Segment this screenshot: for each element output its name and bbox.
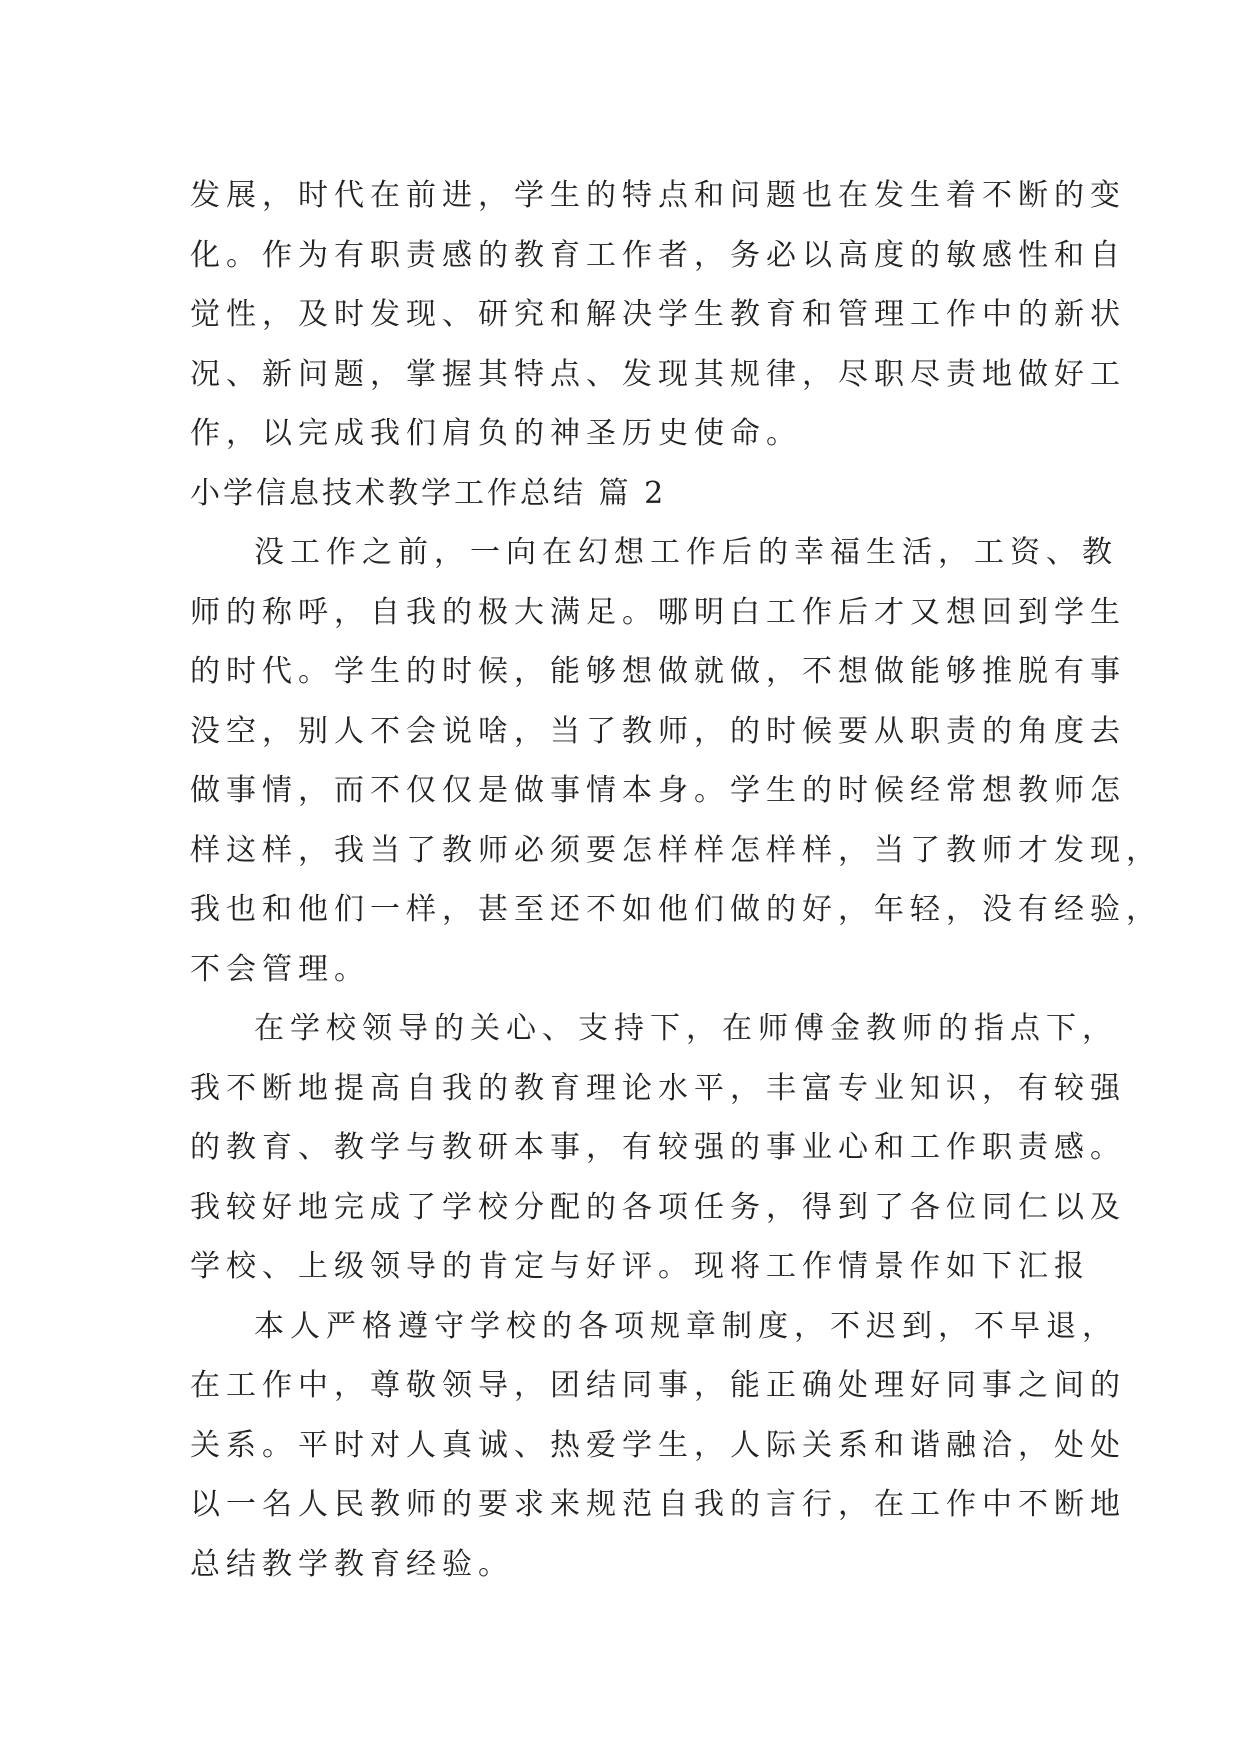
text-line: 我不断地提高自我的教育理论水平，丰富专业知识，有较强 [190, 1070, 1126, 1106]
document-body [190, 166, 1162, 1594]
text-line: 做事情，而不仅仅是做事情本身。学生的时候经常想教师怎 [190, 773, 1126, 808]
text-line: 我也和他们一样，甚至还不如他们做的好，年轻，没有经验， [190, 892, 1162, 927]
text-line: 的时代。学生的时候，能够想做就做，不想做能够推脱有事 [190, 654, 1126, 689]
text-line: 我较好地完成了学校分配的各项任务，得到了各位同仁以及 [190, 1189, 1126, 1225]
text-line: 发展，时代在前进，学生的特点和问题也在发生着不断的变 [190, 178, 1126, 213]
text-line: 学校、上级领导的肯定与好评。现将工作情景作如下汇报 [190, 1249, 1090, 1284]
text-line: 没空，别人不会说啥，当了教师，的时候要从职责的角度去 [190, 713, 1126, 749]
text-line: 在学校领导的关心、支持下，在师傅金教师的指点下， [254, 1011, 1118, 1046]
text-line: 不会管理。 [190, 951, 370, 987]
text-line: 师的称呼，自我的极大满足。哪明白工作后才又想回到学生 [190, 594, 1126, 630]
text-line: 本人严格遵守学校的各项规章制度，不迟到，不早退， [254, 1308, 1118, 1344]
text-line: 觉性，及时发现、研究和解决学生教育和管理工作中的新状 [190, 297, 1126, 332]
text-line: 在工作中，尊敬领导，团结同事，能正确处理好同事之间的 [190, 1368, 1126, 1403]
text-line: 总结教学教育经验。 [190, 1546, 514, 1582]
text-line: 况、新问题，掌握其特点、发现其规律，尽职尽责地做好工 [190, 356, 1126, 392]
text-line: 的教育、教学与教研本事，有较强的事业心和工作职责感。 [190, 1130, 1126, 1165]
text-line: 没工作之前，一向在幻想工作后的幸福生活，工资、教 [254, 535, 1118, 570]
text-line: 以一名人民教师的要求来规范自我的言行，在工作中不断地 [190, 1487, 1126, 1522]
text-line: 化。作为有职责感的教育工作者，务必以高度的敏感性和自 [190, 237, 1126, 273]
text-line: 关系。平时对人真诚、热爱学生，人际关系和谐融洽，处处 [190, 1427, 1126, 1463]
text-line: 作，以完成我们肩负的神圣历史使命。 [190, 416, 802, 451]
section-heading: 小学信息技术教学工作总结 篇 2 [190, 475, 667, 511]
text-line: 样这样，我当了教师必须要怎样样怎样样，当了教师才发现， [190, 832, 1162, 868]
